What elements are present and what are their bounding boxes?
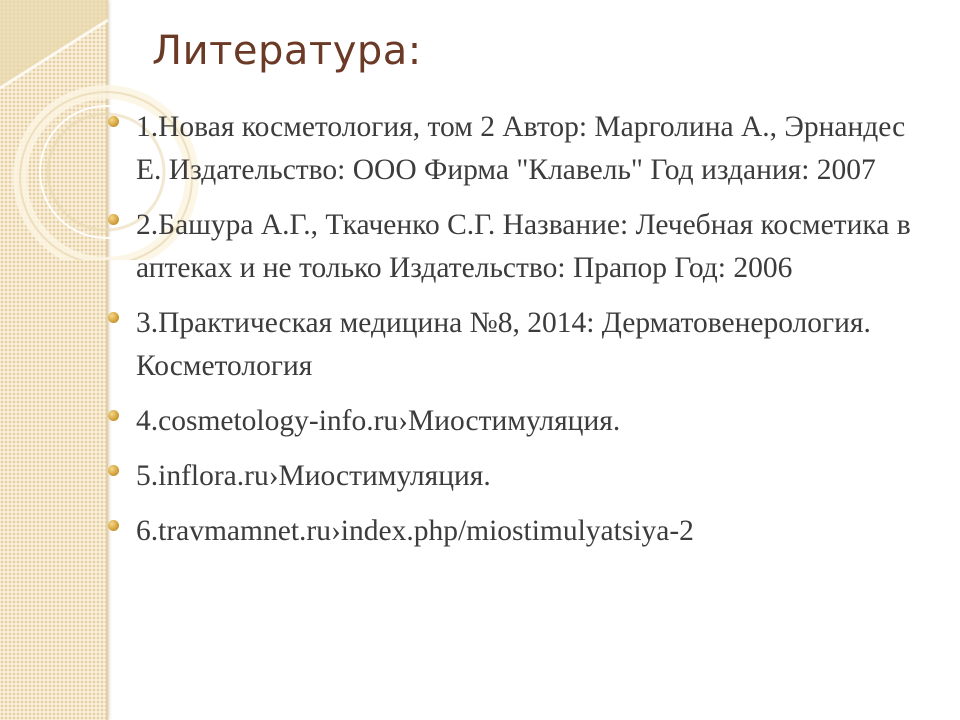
- list-item: [106, 106, 926, 192]
- list-item: [106, 510, 926, 553]
- list-item-text: 4.cosmetology-info.ru›Миостимуляция.: [136, 405, 621, 437]
- gold-dot-icon: [108, 214, 119, 225]
- list-item-text: 3.Практическая медицина №8, 2014: Дерматовенерология. Косметология: [136, 307, 871, 382]
- page-title: Литература:: [152, 28, 422, 74]
- list-item-text: 5.inflora.ru›Миостимуляция.: [136, 460, 491, 492]
- side-panel: [0, 0, 108, 720]
- gold-dot-icon: [108, 116, 119, 127]
- list-item: [106, 400, 926, 443]
- list-item-text: 6.travmamnet.ru›index.php/miostimulyatsiya-2: [136, 515, 694, 547]
- list-item: [106, 302, 926, 388]
- list-item-text: 1.Новая косметология, том 2 Автор: Марголина А., Эрнандес Е. Издательство: ООО Фирма "Клавель" Год издания: 2007: [136, 111, 906, 186]
- list-item-text: 2.Башура А.Г., Ткаченко С.Г. Название: Лечебная косметика в аптеках и не только Издательство: Прапор Год: 2006: [136, 209, 911, 284]
- gold-dot-icon: [108, 410, 119, 421]
- reference-list: [106, 106, 926, 565]
- gold-dot-icon: [108, 520, 119, 531]
- gold-dot-icon: [108, 312, 119, 323]
- gold-dot-icon: [108, 465, 119, 476]
- list-item: [106, 204, 926, 290]
- list-item: [106, 455, 926, 498]
